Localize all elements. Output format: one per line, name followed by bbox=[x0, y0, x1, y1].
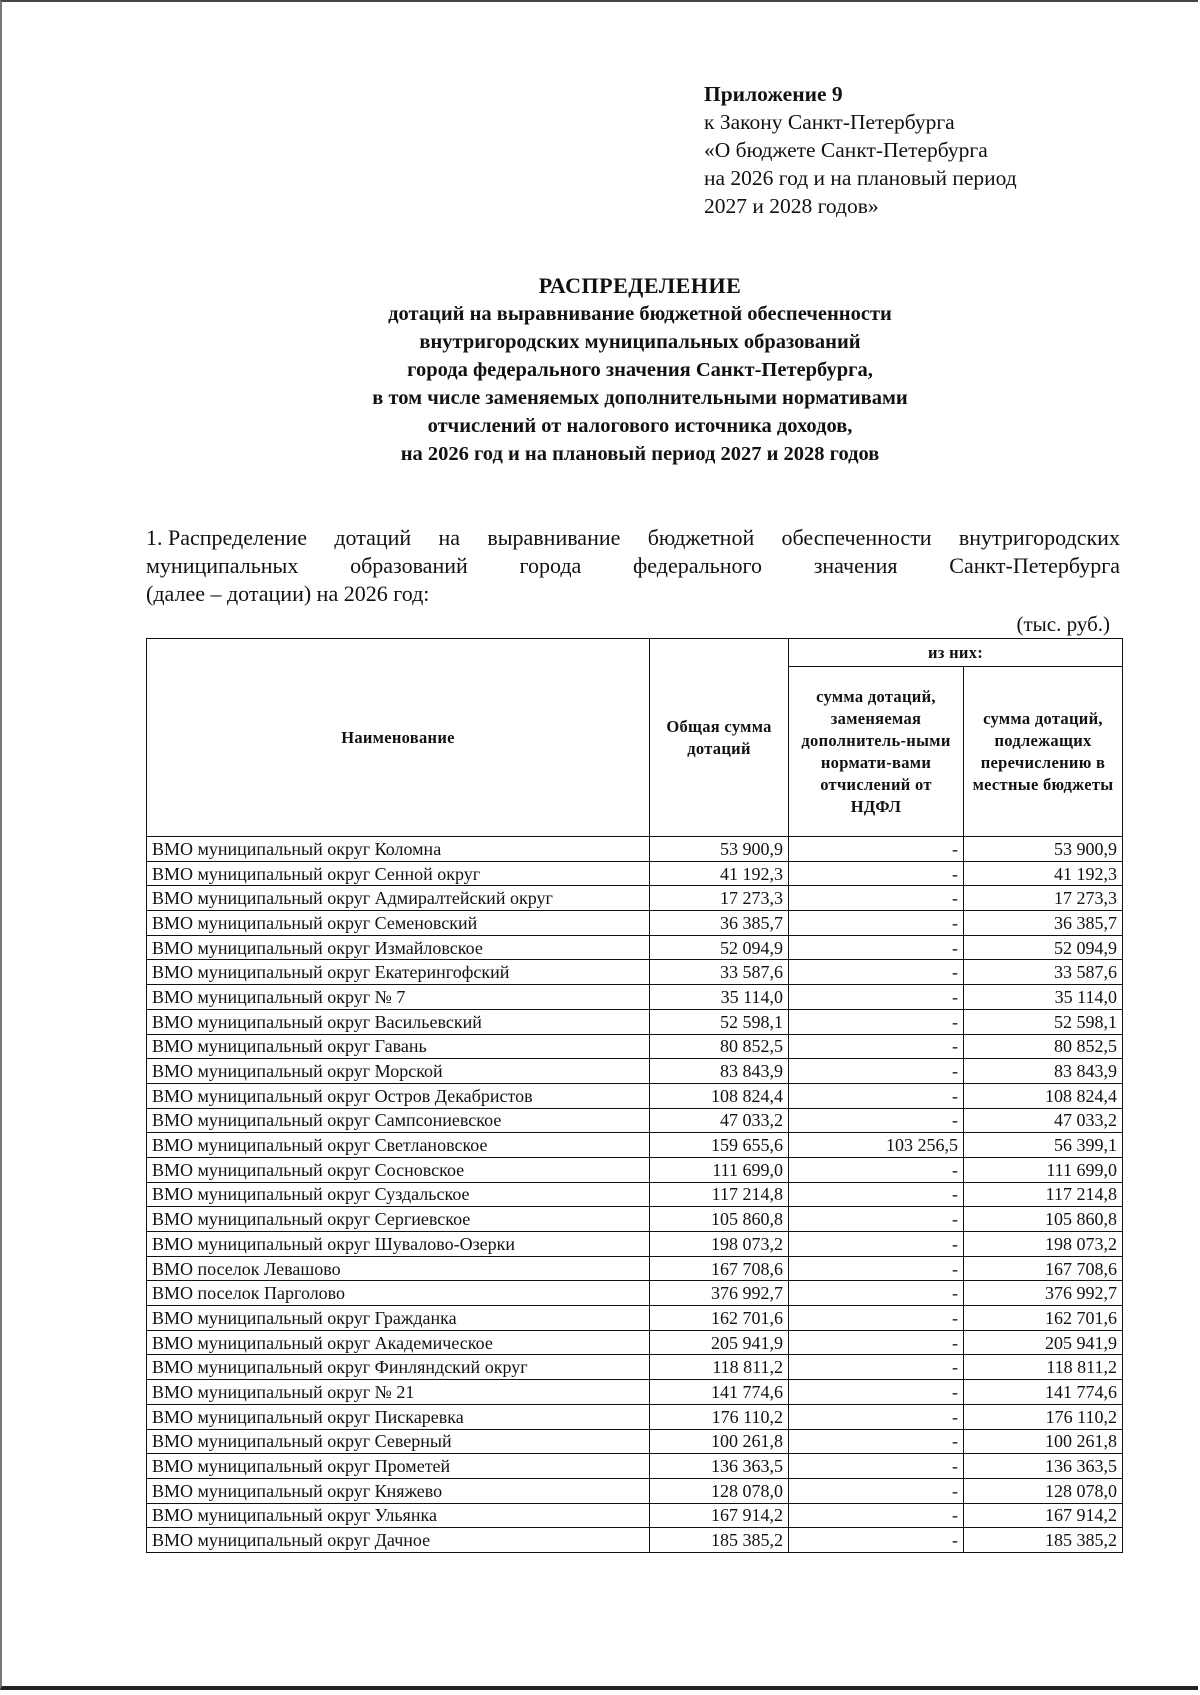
row-transfer: 36 385,7 bbox=[964, 911, 1123, 936]
row-replaced: - bbox=[789, 1009, 964, 1034]
row-name: ВМО поселок Парголово bbox=[147, 1281, 650, 1306]
appendix-line: на 2026 год и на плановый период bbox=[704, 166, 1017, 190]
row-replaced: - bbox=[789, 1306, 964, 1331]
row-transfer: 118 811,2 bbox=[964, 1355, 1123, 1380]
row-name: ВМО муниципальный округ Финляндский округ bbox=[147, 1355, 650, 1380]
row-transfer: 17 273,3 bbox=[964, 886, 1123, 911]
appendix-line: 2027 и 2028 годов» bbox=[704, 194, 879, 218]
row-name: ВМО муниципальный округ № 21 bbox=[147, 1380, 650, 1405]
row-name: ВМО муниципальный округ Шувалово-Озерки bbox=[147, 1232, 650, 1257]
row-replaced: - bbox=[789, 1281, 964, 1306]
header-replaced: сумма дотаций, заменяемая дополнитель-ными нормати-вами отчислений от НДФЛ bbox=[789, 667, 964, 837]
row-replaced: - bbox=[789, 960, 964, 985]
row-name: ВМО муниципальный округ Екатерингофский bbox=[147, 960, 650, 985]
row-total: 117 214,8 bbox=[650, 1182, 789, 1207]
row-replaced: - bbox=[789, 1182, 964, 1207]
word: на bbox=[438, 525, 461, 550]
row-transfer: 376 992,7 bbox=[964, 1281, 1123, 1306]
table-row bbox=[147, 1157, 1123, 1182]
row-transfer: 141 774,6 bbox=[964, 1380, 1123, 1405]
row-name: ВМО муниципальный округ № 7 bbox=[147, 985, 650, 1010]
appendix-block bbox=[704, 80, 1144, 220]
row-transfer: 33 587,6 bbox=[964, 960, 1123, 985]
row-name: ВМО муниципальный округ Дачное bbox=[147, 1528, 650, 1553]
row-transfer: 80 852,5 bbox=[964, 1034, 1123, 1059]
row-total: 136 363,5 bbox=[650, 1454, 789, 1479]
appendix-line: «О бюджете Санкт-Петербурга bbox=[704, 138, 988, 162]
word: внутригородских bbox=[958, 525, 1120, 550]
units-label: (тыс. руб.) bbox=[1016, 612, 1110, 636]
row-name: ВМО муниципальный округ Адмиралтейский округ bbox=[147, 886, 650, 911]
row-total: 141 774,6 bbox=[650, 1380, 789, 1405]
row-total: 185 385,2 bbox=[650, 1528, 789, 1553]
table-row bbox=[147, 1182, 1123, 1207]
row-replaced: 103 256,5 bbox=[789, 1133, 964, 1158]
table-row bbox=[147, 960, 1123, 985]
row-name: ВМО муниципальный округ Морской bbox=[147, 1059, 650, 1084]
row-transfer: 162 701,6 bbox=[964, 1306, 1123, 1331]
row-replaced: - bbox=[789, 1478, 964, 1503]
table-row bbox=[147, 837, 1123, 862]
row-transfer: 108 824,4 bbox=[964, 1083, 1123, 1108]
row-total: 162 701,6 bbox=[650, 1306, 789, 1331]
table-row bbox=[147, 1232, 1123, 1257]
row-replaced: - bbox=[789, 985, 964, 1010]
row-name: ВМО муниципальный округ Северный bbox=[147, 1429, 650, 1454]
heading-line: в том числе заменяемых дополнительными нормативами bbox=[372, 387, 908, 409]
row-total: 100 261,8 bbox=[650, 1429, 789, 1454]
row-total: 52 094,9 bbox=[650, 935, 789, 960]
row-total: 53 900,9 bbox=[650, 837, 789, 862]
row-total: 105 860,8 bbox=[650, 1207, 789, 1232]
table-row bbox=[147, 1009, 1123, 1034]
table-row bbox=[147, 1108, 1123, 1133]
table-row bbox=[147, 1256, 1123, 1281]
word: обеспеченности bbox=[781, 525, 932, 550]
row-total: 17 273,3 bbox=[650, 886, 789, 911]
appendix-line: к Закону Санкт-Петербурга bbox=[704, 110, 955, 134]
row-name: ВМО муниципальный округ Суздальское bbox=[147, 1182, 650, 1207]
row-replaced: - bbox=[789, 1429, 964, 1454]
table-row bbox=[147, 1478, 1123, 1503]
intro-line-2 bbox=[146, 552, 1120, 580]
document-heading bbox=[200, 272, 1080, 468]
row-name: ВМО муниципальный округ Гавань bbox=[147, 1034, 650, 1059]
row-transfer: 185 385,2 bbox=[964, 1528, 1123, 1553]
row-transfer: 83 843,9 bbox=[964, 1059, 1123, 1084]
row-replaced: - bbox=[789, 1157, 964, 1182]
row-total: 35 114,0 bbox=[650, 985, 789, 1010]
row-replaced: - bbox=[789, 1503, 964, 1528]
row-name: ВМО муниципальный округ Коломна bbox=[147, 837, 650, 862]
row-total: 198 073,2 bbox=[650, 1232, 789, 1257]
table-row bbox=[147, 886, 1123, 911]
table-row bbox=[147, 1034, 1123, 1059]
row-replaced: - bbox=[789, 1355, 964, 1380]
table-row bbox=[147, 1454, 1123, 1479]
row-transfer: 56 399,1 bbox=[964, 1133, 1123, 1158]
row-name: ВМО муниципальный округ Сергиевское bbox=[147, 1207, 650, 1232]
row-replaced: - bbox=[789, 1330, 964, 1355]
row-transfer: 176 110,2 bbox=[964, 1404, 1123, 1429]
row-transfer: 128 078,0 bbox=[964, 1478, 1123, 1503]
word: бюджетной bbox=[647, 525, 755, 550]
row-transfer: 52 094,9 bbox=[964, 935, 1123, 960]
table-row bbox=[147, 1306, 1123, 1331]
row-name: ВМО муниципальный округ Остров Декабристов bbox=[147, 1083, 650, 1108]
table-row bbox=[147, 1330, 1123, 1355]
row-replaced: - bbox=[789, 837, 964, 862]
row-replaced: - bbox=[789, 861, 964, 886]
row-name: ВМО муниципальный округ Ульянка bbox=[147, 1503, 650, 1528]
word: города bbox=[519, 553, 582, 578]
heading-line: города федерального значения Санкт-Петербурга, bbox=[407, 359, 873, 381]
table-row bbox=[147, 1083, 1123, 1108]
row-transfer: 52 598,1 bbox=[964, 1009, 1123, 1034]
table-row bbox=[147, 1059, 1123, 1084]
row-total: 176 110,2 bbox=[650, 1404, 789, 1429]
header-total: Общая сумма дотаций bbox=[650, 639, 789, 837]
row-replaced: - bbox=[789, 886, 964, 911]
row-total: 83 843,9 bbox=[650, 1059, 789, 1084]
row-total: 52 598,1 bbox=[650, 1009, 789, 1034]
row-transfer: 167 708,6 bbox=[964, 1256, 1123, 1281]
row-total: 205 941,9 bbox=[650, 1330, 789, 1355]
row-name: ВМО муниципальный округ Гражданка bbox=[147, 1306, 650, 1331]
table-row bbox=[147, 1281, 1123, 1306]
table-row bbox=[147, 1503, 1123, 1528]
row-total: 376 992,7 bbox=[650, 1281, 789, 1306]
word: выравнивание bbox=[487, 525, 621, 550]
row-name: ВМО муниципальный округ Сампсониевское bbox=[147, 1108, 650, 1133]
row-total: 36 385,7 bbox=[650, 911, 789, 936]
word: федерального bbox=[633, 553, 762, 578]
row-replaced: - bbox=[789, 1528, 964, 1553]
row-transfer: 205 941,9 bbox=[964, 1330, 1123, 1355]
row-total: 159 655,6 bbox=[650, 1133, 789, 1158]
table-row bbox=[147, 1207, 1123, 1232]
heading-line: внутригородских муниципальных образований bbox=[419, 331, 861, 353]
table-row bbox=[147, 911, 1123, 936]
row-transfer: 111 699,0 bbox=[964, 1157, 1123, 1182]
header-transfer: сумма дотаций, подлежащих перечислению в местные бюджеты bbox=[964, 667, 1123, 837]
intro-line-1 bbox=[146, 524, 1120, 552]
row-transfer: 167 914,2 bbox=[964, 1503, 1123, 1528]
table-row bbox=[147, 1528, 1123, 1553]
intro-line-3: (далее – дотации) на 2026 год: bbox=[146, 581, 430, 606]
table-body bbox=[147, 837, 1123, 1553]
row-total: 118 811,2 bbox=[650, 1355, 789, 1380]
row-replaced: - bbox=[789, 1232, 964, 1257]
row-name: ВМО муниципальный округ Васильевский bbox=[147, 1009, 650, 1034]
row-name: ВМО поселок Левашово bbox=[147, 1256, 650, 1281]
row-name: ВМО муниципальный округ Пискаревка bbox=[147, 1404, 650, 1429]
row-transfer: 100 261,8 bbox=[964, 1429, 1123, 1454]
row-transfer: 47 033,2 bbox=[964, 1108, 1123, 1133]
row-transfer: 53 900,9 bbox=[964, 837, 1123, 862]
table-row bbox=[147, 985, 1123, 1010]
row-replaced: - bbox=[789, 1059, 964, 1084]
row-total: 108 824,4 bbox=[650, 1083, 789, 1108]
row-name: ВМО муниципальный округ Семеновский bbox=[147, 911, 650, 936]
table-row bbox=[147, 861, 1123, 886]
row-name: ВМО муниципальный округ Сосновское bbox=[147, 1157, 650, 1182]
row-replaced: - bbox=[789, 1207, 964, 1232]
row-name: ВМО муниципальный округ Академическое bbox=[147, 1330, 650, 1355]
row-name: ВМО муниципальный округ Сенной округ bbox=[147, 861, 650, 886]
intro-paragraph bbox=[146, 524, 1120, 608]
row-name: ВМО муниципальный округ Княжево bbox=[147, 1478, 650, 1503]
row-total: 111 699,0 bbox=[650, 1157, 789, 1182]
header-name: Наименование bbox=[147, 639, 650, 837]
heading-line: на 2026 год и на плановый период 2027 и 2028 годов bbox=[400, 443, 880, 465]
table-row bbox=[147, 1355, 1123, 1380]
table-row bbox=[147, 1133, 1123, 1158]
word: образований bbox=[350, 553, 468, 578]
row-replaced: - bbox=[789, 1083, 964, 1108]
row-replaced: - bbox=[789, 1380, 964, 1405]
row-replaced: - bbox=[789, 1454, 964, 1479]
row-transfer: 105 860,8 bbox=[964, 1207, 1123, 1232]
row-transfer: 41 192,3 bbox=[964, 861, 1123, 886]
row-replaced: - bbox=[789, 1256, 964, 1281]
row-name: ВМО муниципальный округ Измайловское bbox=[147, 935, 650, 960]
word: Санкт-Петербурга bbox=[949, 553, 1120, 578]
row-total: 41 192,3 bbox=[650, 861, 789, 886]
table-row bbox=[147, 1380, 1123, 1405]
row-total: 80 852,5 bbox=[650, 1034, 789, 1059]
heading-main: РАСПРЕДЕЛЕНИЕ bbox=[538, 273, 742, 298]
row-replaced: - bbox=[789, 1108, 964, 1133]
row-replaced: - bbox=[789, 911, 964, 936]
row-total: 128 078,0 bbox=[650, 1478, 789, 1503]
row-name: ВМО муниципальный округ Прометей bbox=[147, 1454, 650, 1479]
heading-line: дотаций на выравнивание бюджетной обеспеченности bbox=[388, 303, 892, 325]
row-total: 47 033,2 bbox=[650, 1108, 789, 1133]
table-row bbox=[147, 1404, 1123, 1429]
row-total: 167 708,6 bbox=[650, 1256, 789, 1281]
row-total: 33 587,6 bbox=[650, 960, 789, 985]
row-transfer: 117 214,8 bbox=[964, 1182, 1123, 1207]
header-of-which: из них: bbox=[789, 639, 1123, 667]
row-transfer: 35 114,0 bbox=[964, 985, 1123, 1010]
row-replaced: - bbox=[789, 1034, 964, 1059]
heading-line: отчислений от налогового источника доходов, bbox=[427, 415, 853, 437]
subsidies-table bbox=[146, 638, 1123, 1553]
word: 1. Распределение bbox=[146, 525, 308, 550]
row-transfer: 136 363,5 bbox=[964, 1454, 1123, 1479]
word: значения bbox=[813, 553, 898, 578]
row-replaced: - bbox=[789, 935, 964, 960]
table-row bbox=[147, 935, 1123, 960]
table-row bbox=[147, 1429, 1123, 1454]
row-name: ВМО муниципальный округ Светлановское bbox=[147, 1133, 650, 1158]
row-transfer: 198 073,2 bbox=[964, 1232, 1123, 1257]
row-replaced: - bbox=[789, 1404, 964, 1429]
row-total: 167 914,2 bbox=[650, 1503, 789, 1528]
word: муниципальных bbox=[146, 553, 299, 578]
appendix-title: Приложение 9 bbox=[704, 82, 843, 106]
word: дотаций bbox=[334, 525, 412, 550]
